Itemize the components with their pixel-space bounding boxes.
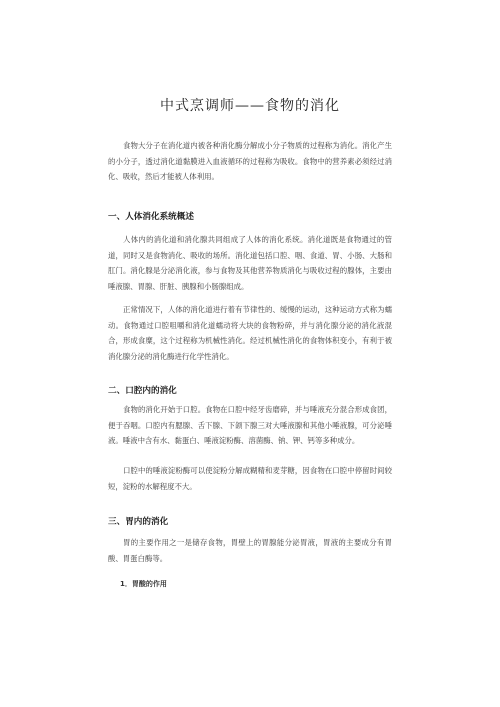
section-1-paragraph-2: 正常情况下，人体的消化道进行着有节律性的、缓慢的运动，这种运动方式称为蠕动。食物通过口腔咀嚼和消化道蠕动将大块的食物粉碎，并与消化腺分泌的消化液混合，形成食糜，这个过程称为机械性消化。经过机械性消化的食物体积变小，有利于被消化腺分泌的消化酶进行化学性消化。	[108, 305, 392, 361]
intro-paragraph: 食物大分子在消化道内被各种消化酶分解成小分子物质的过程称为消化。消化产生的小分子，透过消化道黏膜进入血液循环的过程称为吸收。食物中的营养素必须经过消化、吸收，然后才能被人体利用。	[108, 141, 392, 182]
section-1-paragraph-1: 人体内的消化道和消化腺共同组成了人体的消化系统。消化道既是食物通过的管道，同时又是食物消化、吸收的场所。消化道包括口腔、咽、食道、胃、小肠、大肠和肛门。消化腺是分泌消化液，参与食物及其他营养物质消化与吸收过程的腺体，主要由唾液腺、胃腺、肝脏、胰腺和小肠腺组成。	[108, 235, 392, 291]
section-2-paragraph-2: 口腔中的唾液淀粉酶可以使淀粉分解成糊精和麦芽糖，因食物在口腔中停留时间较短，淀粉的水解程度不大。	[108, 466, 392, 491]
page-title: 中式烹调师——食物的消化	[160, 98, 340, 114]
section-heading-2: 二、口腔内的消化	[108, 386, 177, 396]
section-heading-1: 一、人体消化系统概述	[108, 212, 194, 222]
section-2-paragraph-1: 食物的消化开始于口腔。食物在口腔中经牙齿磨碎，并与唾液充分混合形成食团，便于吞咽。口腔内有腮腺、舌下腺、下颌下腺三对大唾液腺和其他小唾液腺，可分泌唾液。唾液中含有水、黏蛋白、唾液淀粉酶、溶菌酶、钠、钾、钙等多种成分。	[108, 405, 392, 446]
section-3-subheading: 1．胃酸的作用	[120, 580, 167, 588]
section-3-paragraph-1: 胃的主要作用之一是储存食物，胃壁上的胃腺能分泌胃液，胃液的主要成分有胃酸、胃蛋白酶等。	[108, 538, 392, 563]
section-heading-3: 三、胃内的消化	[108, 517, 169, 527]
